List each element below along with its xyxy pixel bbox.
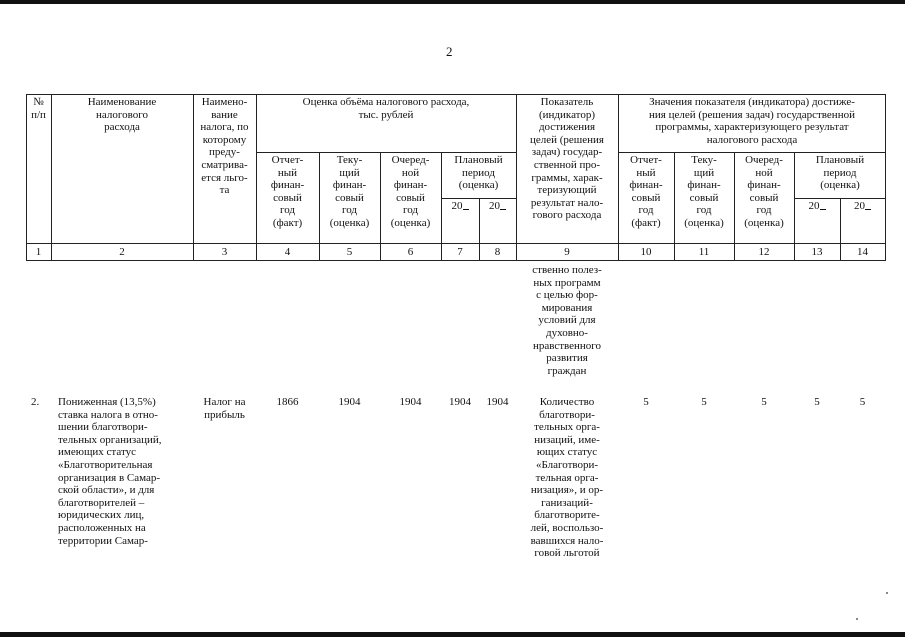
header-tax: Наимено- вание налога, по которому преду- сматрива- ется льго- та [200, 96, 249, 197]
colnum-11: 11 [698, 246, 710, 258]
row-value-col5: 1904 [338, 396, 361, 408]
header-planned-period-left: Плановый период (оценка) [454, 154, 503, 192]
header-col14: 20 [840, 200, 885, 213]
page-number: 2 [446, 44, 453, 59]
colnum-9: 9 [564, 246, 570, 258]
colnum-3: 3 [221, 246, 228, 258]
colnum-2: 2 [119, 246, 125, 258]
row-tax-name: Налог на прибыль [203, 396, 246, 421]
colnum-6: 6 [407, 246, 414, 258]
colnum-12: 12 [758, 246, 770, 258]
header-indicator-values-group: Значения показателя (индикатора) достиже- ния целей (решения задач) государственной программы, характеризующего результат налогового расхода [649, 96, 855, 146]
header-num: № п/п [31, 96, 46, 121]
scan-speck [856, 618, 858, 620]
colnum-10: 10 [640, 246, 652, 258]
row-value-col14: 5 [859, 396, 866, 408]
header-indicator: Показатель (индикатор) достижения целей (решения задач) государ- ственной про- граммы, харак- теризующий результат нало- гового расхода [529, 96, 604, 222]
bottom-border [0, 632, 905, 637]
group-line-estimate [256, 152, 516, 153]
row-value-col13: 5 [814, 396, 820, 408]
row-expense-name: Пониженная (13,5%) ставка налога в отно- шении благотвори- тельных организаций, имеющих статус «Благотворительная организация в Самар- ской области», и для благотворителей – юридических лиц, расположенных на территории Самар- [58, 396, 162, 547]
colnum-1: 1 [35, 246, 42, 258]
numbers-bottom-line [26, 260, 886, 261]
row-value-col12: 5 [761, 396, 767, 408]
header-estimate-group: Оценка объёма налогового расхода, тыс. рублей [302, 96, 470, 121]
colnum-8: 8 [494, 246, 501, 258]
header-col11: Теку- щий финан- совый год (оценка) [684, 154, 724, 229]
colnum-14: 14 [857, 246, 868, 258]
header-planned-period-right: Плановый период (оценка) [815, 154, 865, 192]
table-top-line [26, 94, 886, 95]
header-col12: Очеред- ной финан- совый год (оценка) [744, 154, 784, 229]
header-col8: 20 [479, 200, 516, 213]
group-line-indicator-values [618, 152, 886, 153]
row-value-col11: 5 [701, 396, 707, 408]
row-indicator-text: Количество благотвори- тельных орга- низаций, име- ющих статус «Благотвори- тельная орга- низация», и ор- ганизаций- благотворите- лей, воспользо- вавшихся нало- говой льготой [530, 396, 604, 560]
colnum-5: 5 [346, 246, 353, 258]
row-value-col7: 1904 [449, 396, 471, 408]
header-col10: Отчет- ный финан- совый год (факт) [629, 154, 663, 229]
header-col7: 20 [441, 200, 479, 213]
scan-speck [886, 592, 888, 594]
header-col4: Отчет- ный финан- совый год (факт) [270, 154, 305, 229]
header-col5: Теку- щий финан- совый год (оценка) [329, 154, 370, 229]
header-bottom-line [26, 243, 886, 244]
header-col13: 20 [794, 200, 840, 213]
row-value-col4: 1866 [276, 396, 299, 408]
header-col6: Очеред- ной финан- совый год (оценка) [390, 154, 431, 229]
top-border [0, 0, 905, 4]
colnum-13: 13 [811, 246, 823, 258]
row-value-col8: 1904 [486, 396, 509, 408]
row-value-col10: 5 [643, 396, 649, 408]
header-name: Наименование налогового расхода [87, 96, 157, 134]
colnum-7: 7 [457, 246, 463, 258]
row-number: 2. [31, 396, 40, 408]
colnum-4: 4 [284, 246, 291, 258]
row-value-col6: 1904 [399, 396, 422, 408]
indicator-continuation-text: ственно полез- ных программ с целью фор- мирования условий для духовно- нравственного развития граждан [532, 264, 602, 377]
